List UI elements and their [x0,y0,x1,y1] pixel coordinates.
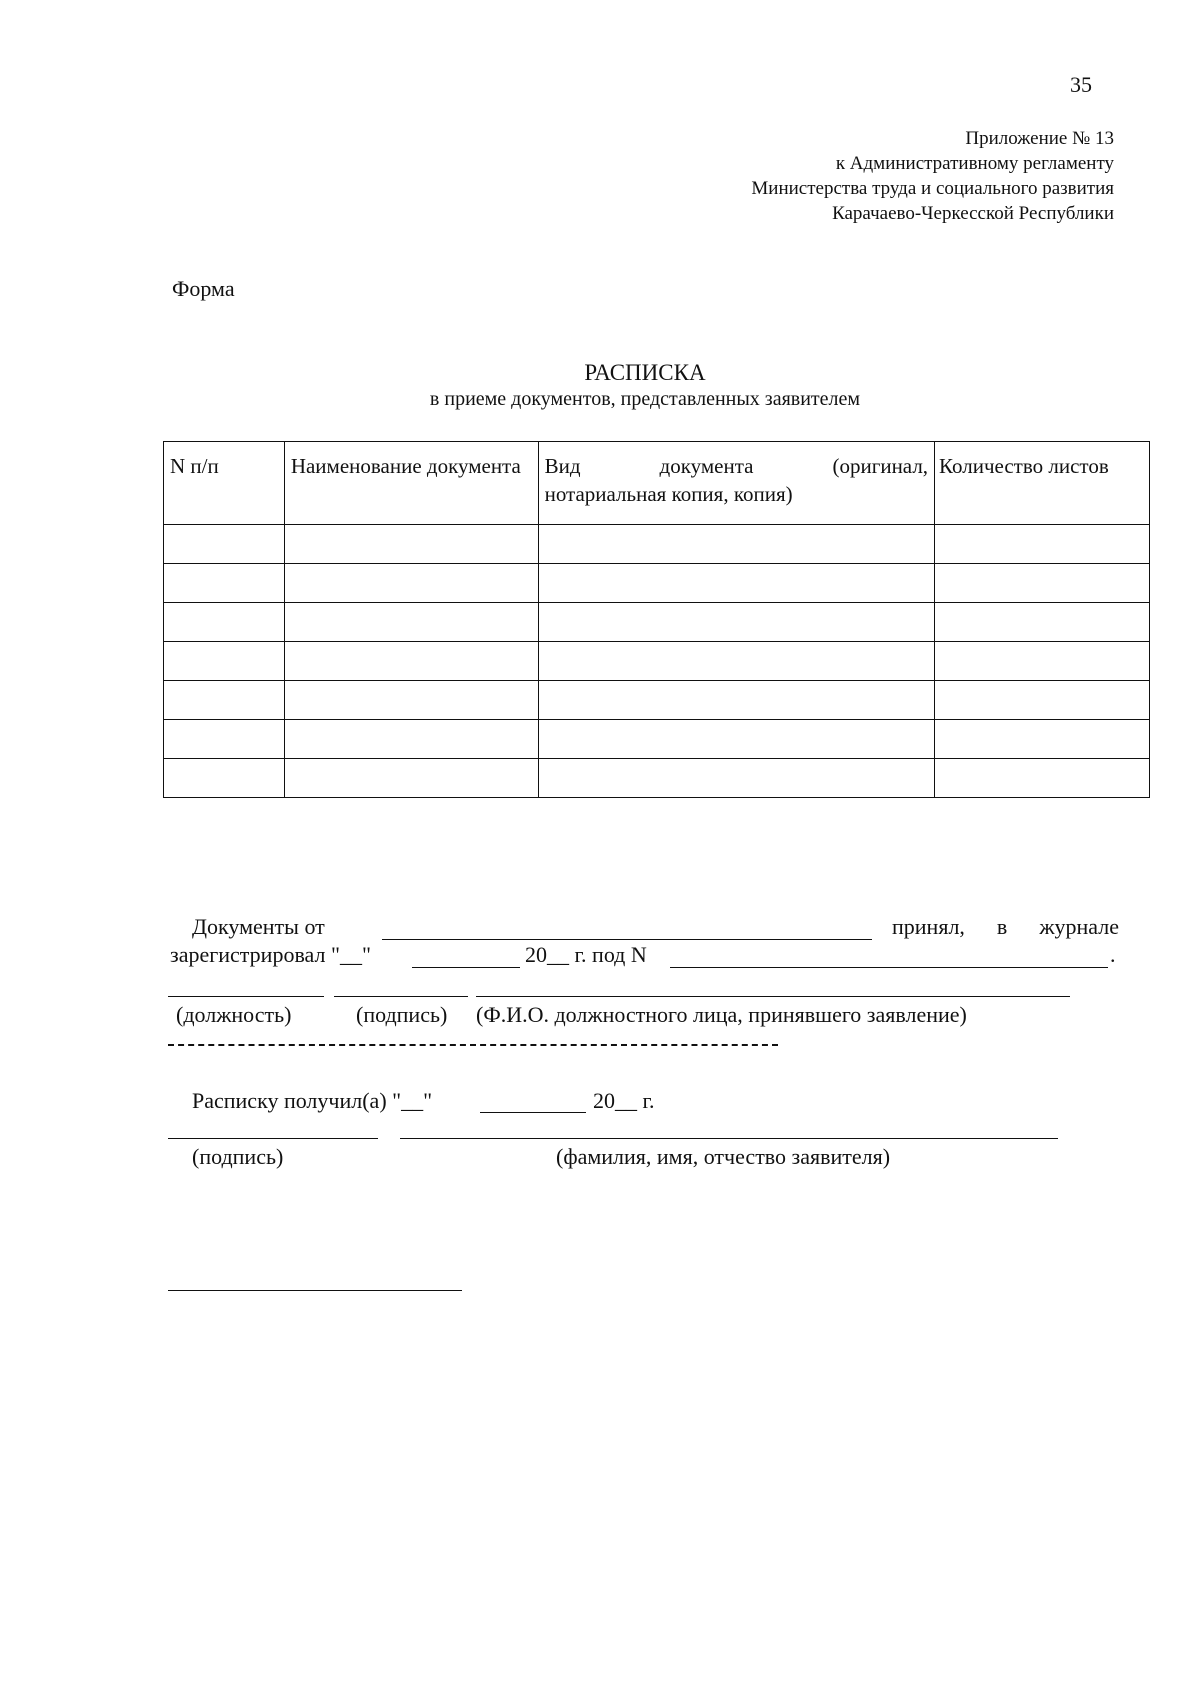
document-title: РАСПИСКА [584,360,706,385]
applicant-name-caption: (фамилия, имя, отчество заявителя) [556,1144,891,1169]
applicant-name-blank[interactable] [400,1138,1058,1139]
cell-sheet-count[interactable] [935,642,1150,681]
document-subtitle: в приеме документов, представленных заявителем [429,388,861,410]
documents-table [163,441,1150,798]
appendix-line-4: Карачаево-Черкесской Республики [832,203,1114,224]
registered-label: зарегистрировал "__" [170,942,371,967]
position-blank[interactable] [168,996,324,997]
header-document-type [538,442,934,525]
cell-document-type[interactable] [538,720,934,759]
appendix-header [751,126,1114,226]
cell-document-type[interactable] [538,681,934,720]
header-number: N п/п [164,442,285,525]
cell-number[interactable] [164,681,285,720]
form-label: Форма [172,276,235,301]
cell-sheet-count[interactable] [935,525,1150,564]
official-signature-caption: (подпись) [356,1002,448,1027]
cell-document-name[interactable] [284,681,538,720]
page-number: 35 [1070,72,1092,97]
period: . [1110,942,1116,967]
cell-document-name[interactable] [284,759,538,798]
header-document-name: Наименование документа [284,442,538,525]
cell-number[interactable] [164,603,285,642]
registration-number-blank[interactable] [670,967,1108,968]
cell-document-name[interactable] [284,603,538,642]
appendix-line-1: Приложение № 13 [965,128,1114,149]
official-name-blank[interactable] [476,996,1070,997]
cell-sheet-count[interactable] [935,759,1150,798]
accepted-label: принял, в журнале [892,914,1119,939]
cell-sheet-count[interactable] [935,603,1150,642]
cell-number[interactable] [164,759,285,798]
table-row [164,525,1150,564]
table-row [164,642,1150,681]
docs-from-blank[interactable] [382,939,872,940]
docs-from-label: Документы от [192,914,325,939]
cell-document-name[interactable] [284,642,538,681]
cell-number[interactable] [164,642,285,681]
header-document-type-line-1: Вид документа (оригинал, [544,454,929,478]
position-caption: (должность) [176,1002,292,1027]
cell-document-type[interactable] [538,603,934,642]
cell-sheet-count[interactable] [935,720,1150,759]
cell-sheet-count[interactable] [935,564,1150,603]
table-row [164,720,1150,759]
official-signature-blank[interactable] [334,996,468,997]
registered-year-label: 20__ г. под N [525,942,647,967]
cell-document-name[interactable] [284,525,538,564]
appendix-line-2: к Административному регламенту [835,153,1114,174]
cell-number[interactable] [164,720,285,759]
cell-number[interactable] [164,564,285,603]
cell-document-type[interactable] [538,642,934,681]
cell-document-type[interactable] [538,564,934,603]
cell-document-type[interactable] [538,525,934,564]
table-row [164,681,1150,720]
table-row [164,603,1150,642]
footnote-separator-line [168,1290,462,1291]
cell-document-name[interactable] [284,564,538,603]
official-name-caption: (Ф.И.О. должностного лица, принявшего заявление) [476,1002,967,1027]
header-document-type-line-2: нотариальная копия, копия) [544,482,793,506]
receipt-month-blank[interactable] [480,1112,586,1113]
header-sheet-count: Количество листов [935,442,1150,525]
appendix-line-3: Министерства труда и социального развития [751,178,1114,199]
cell-document-type[interactable] [538,759,934,798]
table-row [164,759,1150,798]
separator-dashed-line [168,1044,778,1046]
cell-sheet-count[interactable] [935,681,1150,720]
registered-month-blank[interactable] [412,967,520,968]
cell-document-name[interactable] [284,720,538,759]
table-row [164,564,1150,603]
receipt-received-label: Расписку получил(а) "__" [192,1088,433,1113]
receipt-year-label: 20__ г. [593,1088,655,1113]
applicant-signature-blank[interactable] [168,1138,378,1139]
cell-number[interactable] [164,525,285,564]
table-header-row [164,442,1150,525]
applicant-signature-caption: (подпись) [192,1144,284,1169]
